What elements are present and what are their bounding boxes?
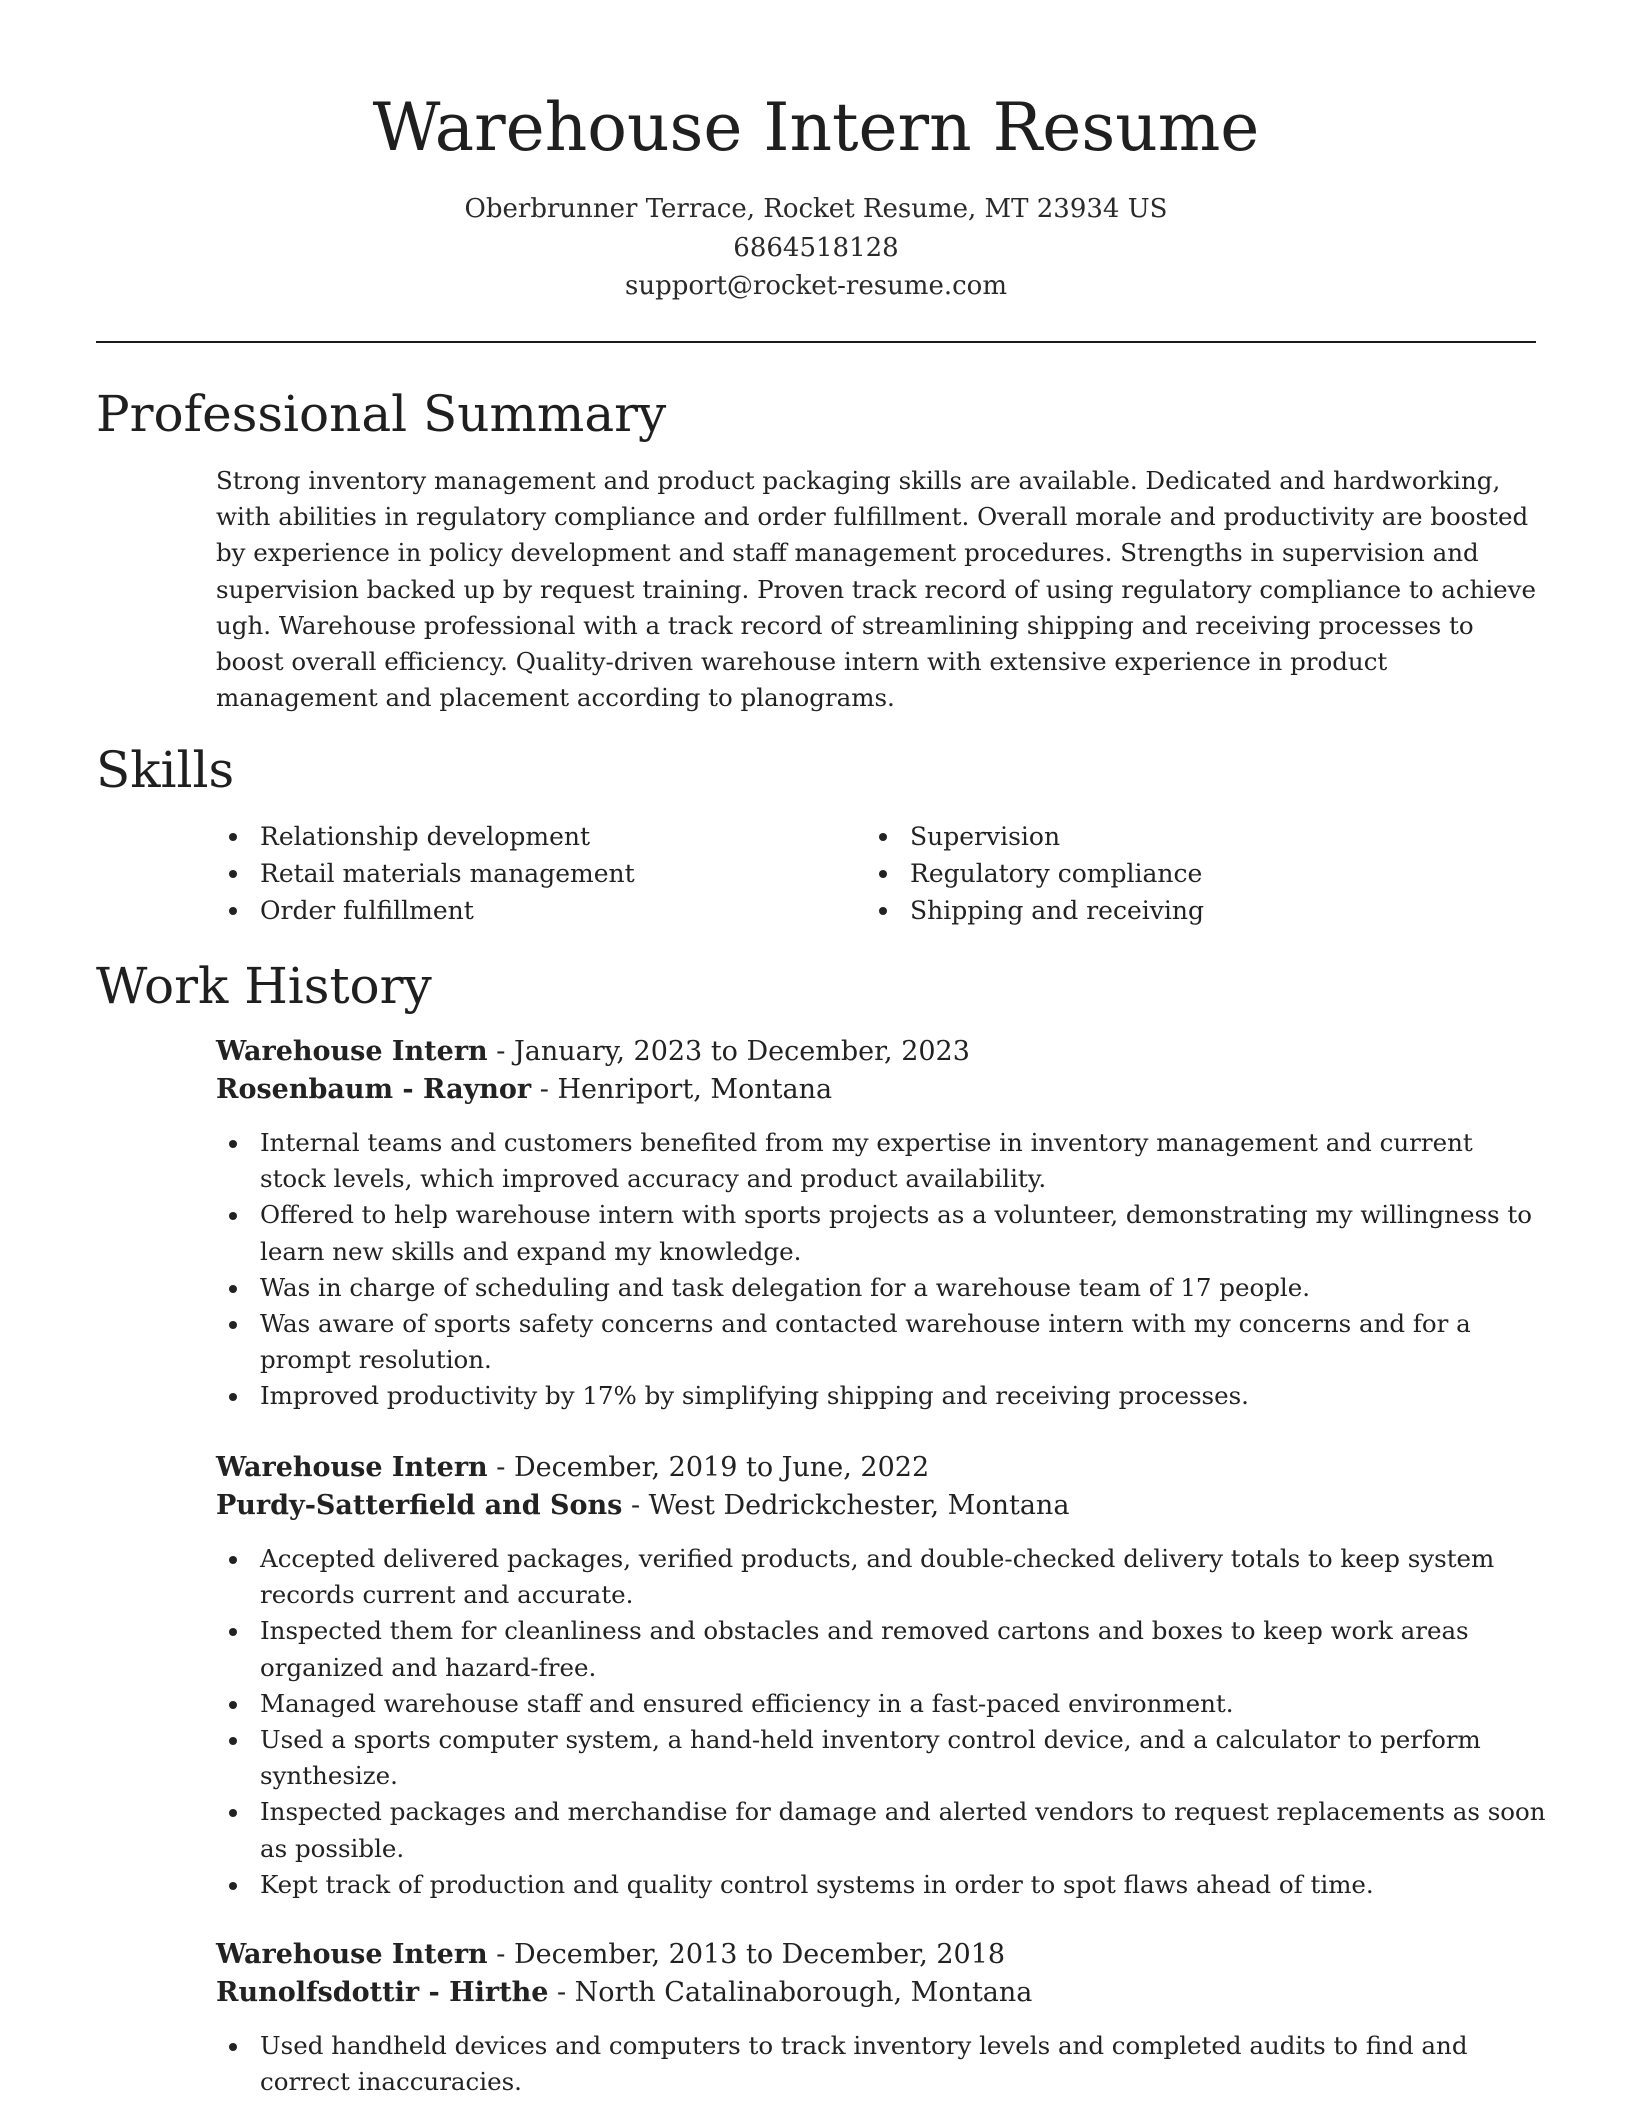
job-bullet: Used a sports computer system, a hand-held inventory control device, and a calculator to perform synthesize. — [216, 1722, 1546, 1794]
skill-item: Supervision — [866, 818, 1516, 855]
job-location: North Catalinaborough, Montana — [574, 1977, 1033, 2008]
job-bullet: Kept track of production and quality control systems in order to spot flaws ahead of time. — [216, 1867, 1546, 1903]
job-location: Henriport, Montana — [557, 1074, 833, 1105]
job-company-line: Runolfsdottir - Hirthe - North Catalinaborough, Montana — [216, 1977, 1033, 2008]
skills-column-left — [216, 818, 866, 929]
job-bullets — [216, 1125, 1546, 1415]
header-divider — [96, 341, 1536, 343]
job-company-line: Purdy-Satterfield and Sons - West Dedrickchester, Montana — [216, 1490, 1070, 1521]
job-bullet: Was in charge of scheduling and task delegation for a warehouse team of 17 people. — [216, 1270, 1546, 1306]
skill-item: Regulatory compliance — [866, 855, 1516, 892]
job-entry — [216, 1033, 1546, 1415]
job-dates: January, 2023 to December, 2023 — [513, 1036, 970, 1067]
job-bullet: Was aware of sports safety concerns and contacted warehouse intern with my concerns and for a prompt resolution. — [216, 1306, 1546, 1378]
skill-item: Relationship development — [216, 818, 866, 855]
job-entry — [216, 1449, 1546, 1903]
job-bullet: Inspected them for cleanliness and obstacles and removed cartons and boxes to keep work areas organized and hazard-free. — [216, 1613, 1546, 1685]
job-bullet: Internal teams and customers benefited from my expertise in inventory management and current stock levels, which improved accuracy and product availability. — [216, 1125, 1546, 1197]
job-company: Runolfsdottir - Hirthe — [216, 1977, 549, 2008]
job-bullet: Inspected packages and merchandise for damage and alerted vendors to request replacements as soon as possible. — [216, 1794, 1546, 1866]
job-bullet: Offered to help warehouse intern with sports projects as a volunteer, demonstrating my willingness to learn new skills and expand my knowledge. — [216, 1197, 1546, 1269]
skill-item: Retail materials management — [216, 855, 866, 892]
job-title-line: Warehouse Intern - December, 2019 to June, 2022 — [216, 1452, 930, 1483]
resume-header — [96, 80, 1536, 306]
job-title-line: Warehouse Intern - December, 2013 to December, 2018 — [216, 1939, 1006, 1970]
job-title: Warehouse Intern — [216, 1939, 488, 1970]
job-title: Warehouse Intern — [216, 1452, 488, 1483]
contact-email: support@rocket-resume.com — [624, 271, 1007, 301]
job-title: Warehouse Intern — [216, 1036, 488, 1067]
job-dates: December, 2019 to June, 2022 — [513, 1452, 930, 1483]
job-entry — [216, 1936, 1546, 2100]
job-bullets — [216, 1541, 1546, 1903]
job-bullet: Accepted delivered packages, verified products, and double-checked delivery totals to keep system records current and accurate. — [216, 1541, 1546, 1613]
work-history-heading: Work History — [96, 957, 432, 1015]
job-company: Purdy-Satterfield and Sons — [216, 1490, 623, 1521]
job-location: West Dedrickchester, Montana — [648, 1490, 1070, 1521]
job-title-line: Warehouse Intern - January, 2023 to December, 2023 — [216, 1036, 970, 1067]
skills-list — [216, 818, 1536, 929]
job-bullet: Used handheld devices and computers to track inventory levels and completed audits to find and correct inaccuracies. — [216, 2028, 1546, 2100]
job-bullets — [216, 2028, 1546, 2100]
skill-item: Shipping and receiving — [866, 892, 1516, 929]
job-dates: December, 2013 to December, 2018 — [513, 1939, 1006, 1970]
job-bullet: Improved productivity by 17% by simplifying shipping and receiving processes. — [216, 1378, 1546, 1414]
resume-title: Warehouse Intern Resume — [372, 89, 1260, 166]
job-company: Rosenbaum - Raynor — [216, 1074, 532, 1105]
contact-address: Oberbrunner Terrace, Rocket Resume, MT 23934 US — [464, 194, 1168, 224]
job-company-line: Rosenbaum - Raynor - Henriport, Montana — [216, 1074, 833, 1105]
job-bullet: Managed warehouse staff and ensured efficiency in a fast-paced environment. — [216, 1686, 1546, 1722]
contact-phone: 6864518128 — [733, 232, 899, 263]
summary-text: Strong inventory management and product packaging skills are available. Dedicated and hardworking, with abilities in regulatory compliance and order fulfillment. Overall morale and productivity are boosted by experience in policy development and staff management procedures. Strengths in supervision and supervision backed up by request training. Proven track record of using regulatory compliance to achieve ugh. Warehouse professional with a track record of streamlining shipping and receiving processes to boost overall efficiency. Quality-driven warehouse intern with extensive experience in product management and placement according to planograms. — [216, 466, 1537, 713]
skills-column-right — [866, 818, 1516, 929]
skill-item: Order fulfillment — [216, 892, 866, 929]
skills-heading: Skills — [96, 741, 235, 799]
summary-heading: Professional Summary — [96, 385, 667, 443]
contact-info — [96, 190, 1536, 306]
